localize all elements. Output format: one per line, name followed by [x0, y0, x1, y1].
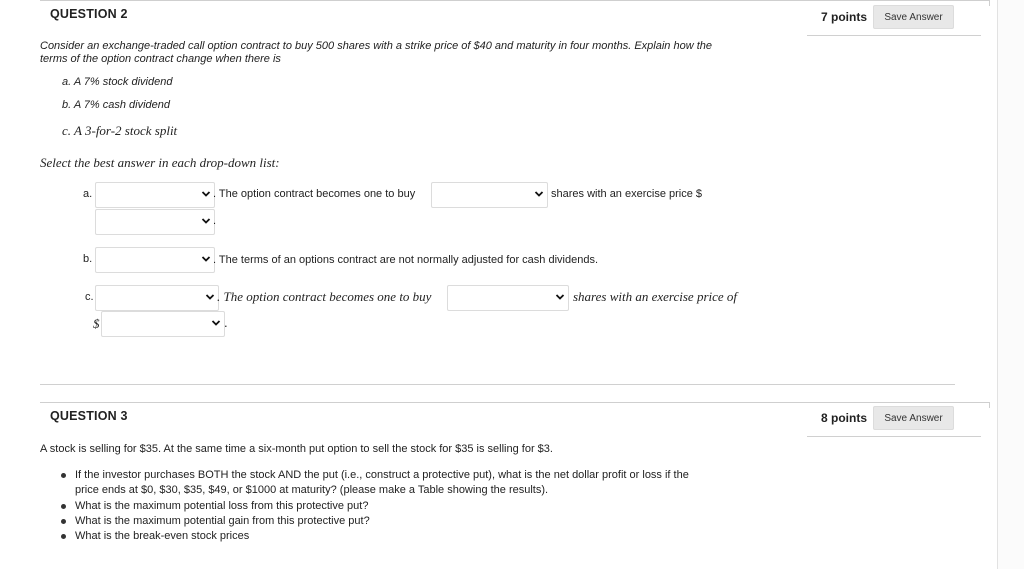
bullet-icon [61, 473, 66, 478]
question3-intro: A stock is selling for $35. At the same time a six-month put option to sell the stock for $35 is selling for $3. [40, 443, 553, 455]
part-a-end-dot: . [213, 215, 217, 227]
part-b-label: b. [83, 253, 93, 265]
part-b-text: . The terms of an options contract are not normally adjusted for cash dividends. [213, 254, 598, 266]
question3-bullet-2: What is the maximum potential loss from this protective put? [75, 499, 369, 512]
part-c-label: c. [85, 291, 94, 303]
question3-title: QUESTION 3 [50, 409, 128, 423]
scrollbar-track[interactable] [997, 0, 1024, 569]
list-item [75, 514, 775, 529]
list-item [75, 529, 775, 544]
part-a-dropdown-1[interactable] [95, 182, 215, 208]
chevron-down-icon [205, 292, 215, 302]
chevron-down-icon [534, 189, 544, 199]
list-item [75, 468, 775, 499]
chevron-down-icon [201, 216, 211, 226]
chevron-down-icon [201, 254, 211, 264]
question3-points: 8 points [821, 411, 868, 425]
question2-points: 7 points [821, 10, 868, 24]
question3-bullet-1-cont: price ends at $0, $30, $35, $49, or $1000 at maturity? (please make a Table showing the results). [75, 484, 549, 497]
question3-bullet-3: What is the maximum potential gain from this protective put? [75, 514, 370, 527]
question3-top-corner [989, 402, 990, 408]
bullet-icon [61, 519, 66, 524]
part-a-text-2: shares with an exercise price $ [551, 188, 703, 200]
part-a-dropdown-3[interactable] [95, 209, 215, 235]
question2-header-divider [807, 35, 981, 36]
part-a-label: a. [83, 188, 93, 200]
part-c-text-2: shares with an exercise price of [573, 289, 738, 304]
question2-prompt-line2: terms of the option contract change when there is [40, 52, 281, 65]
list-item [75, 499, 775, 514]
question3-top-border [40, 402, 990, 403]
question-divider [40, 384, 955, 385]
question3-save-button[interactable]: Save Answer [873, 406, 954, 430]
chevron-down-icon [555, 292, 565, 302]
top-corner [989, 0, 990, 6]
chevron-down-icon [201, 189, 211, 199]
question2-item-b: b. A 7% cash dividend [62, 99, 171, 111]
chevron-down-icon [211, 318, 221, 328]
part-c-text-1: . The option contract becomes one to buy [217, 289, 432, 304]
top-divider [40, 0, 990, 1]
bullet-icon [61, 504, 66, 509]
question2-item-c: c. A 3-for-2 stock split [62, 123, 178, 138]
part-a-text-1: . The option contract becomes one to buy [213, 188, 416, 200]
part-c-end-dot: . [224, 315, 228, 330]
question2-instruction: Select the best answer in each drop-down list: [40, 155, 280, 170]
part-c-dollar: $ [93, 316, 100, 331]
question2-prompt [40, 40, 712, 65]
part-c-dropdown-2[interactable] [447, 285, 569, 311]
question3-bullet-4: What is the break-even stock prices [75, 530, 250, 543]
question2-save-button[interactable]: Save Answer [873, 5, 954, 29]
question3-bullet-list [75, 468, 775, 544]
question3-header-divider [807, 436, 981, 437]
question3-bullet-1: If the investor purchases BOTH the stock AND the put (i.e., construct a protective put), what is the net dollar profit or loss if the [75, 469, 689, 481]
question2-prompt-line1: Consider an exchange-traded call option contract to buy 500 shares with a strike price of $40 and maturity in four months. Explain how the [40, 40, 712, 52]
question2-item-a: a. A 7% stock dividend [62, 76, 173, 88]
part-b-dropdown[interactable] [95, 247, 215, 273]
question2-title: QUESTION 2 [50, 7, 128, 21]
part-c-dropdown-3[interactable] [101, 311, 225, 337]
bullet-icon [61, 534, 66, 539]
part-c-dropdown-1[interactable] [95, 285, 219, 311]
part-a-dropdown-2[interactable] [431, 182, 548, 208]
